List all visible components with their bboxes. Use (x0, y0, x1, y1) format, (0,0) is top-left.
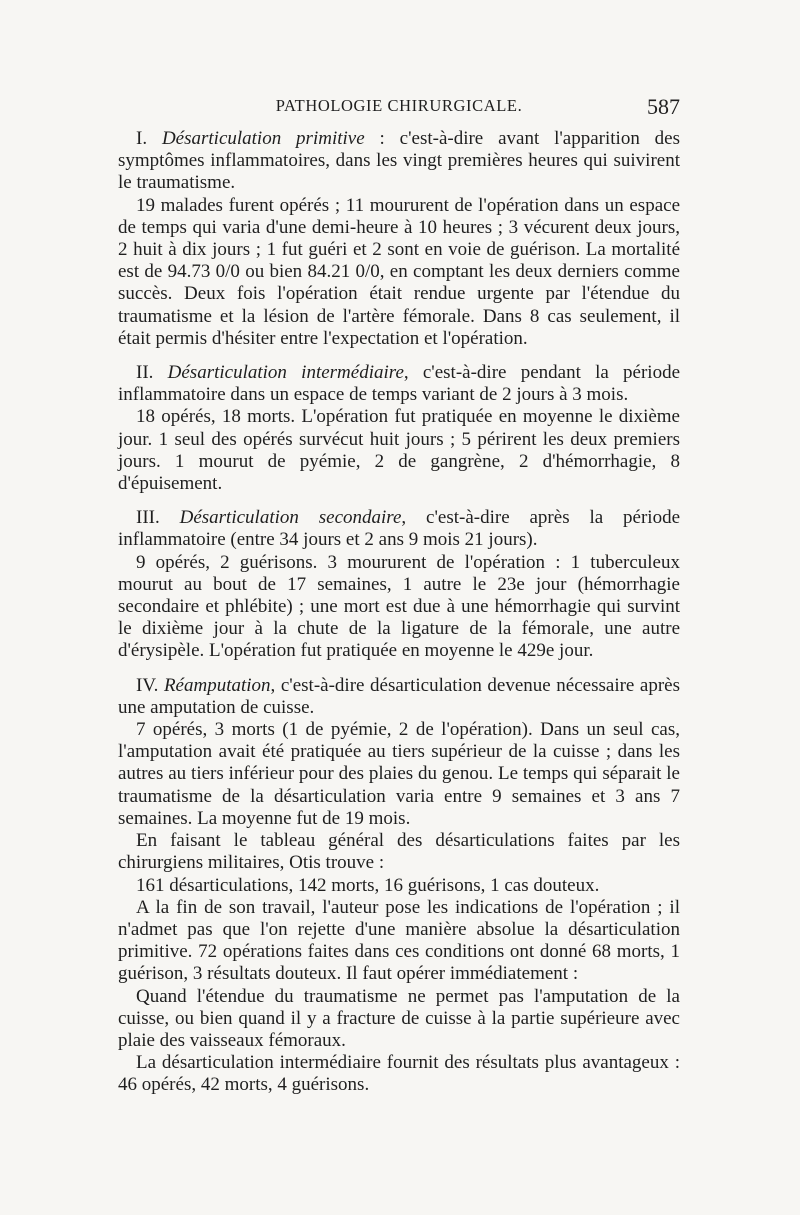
body-paragraph: La désarticulation intermédiaire fournit des résultats plus avantageux : 46 opérés, 42 morts, 4 guérisons. (118, 1052, 680, 1096)
body-text (118, 128, 680, 1097)
section-title: Désarticulation primitive (161, 128, 365, 149)
body-paragraph: 19 malades furent opérés ; 11 moururent de l'opération dans un espace de temps qui varia d'une demi-heure à 10 heures ; 3 vécurent deux jours, 2 huit à dix jours ; 1 fut guéri et 2 sont en voie de guérison. La mortalité est de 94.73 0/0 ou bien 84.21 0/0, en comptant les deux derniers comme succès. Deux fois l'opération était rendue urgente par l'étendue du traumatisme et la lésion de l'artère fémorale. Dans 8 cas seulement, il était permis d'hésiter entre l'expectation et l'opération. (118, 194, 680, 349)
body-paragraph: En faisant le tableau général des désarticulations faites par les chirurgiens militaires, Otis trouve : (118, 830, 680, 874)
section-intro: , c'est-à-dire pendant la période inflammatoire dans un espace de temps variant de 2 jours à 3 mois. (118, 362, 681, 406)
section-number: III. (136, 507, 160, 529)
section-number: I. (136, 128, 148, 149)
body-paragraph: 9 opérés, 2 guérisons. 3 moururent de l'opération : 1 tuberculeux mourut au bout de 17 semaines, 1 autre le 23e jour (hémorrhagie secondaire et phlébite) ; une mort est due à une hémorrhagie qui survint le dixième jour à la chute de la ligature de la fémorale, une autre d'érysipèle. L'opération fut pratiquée en moyenne le 429e jour. (118, 551, 680, 662)
running-title: PATHOLOGIE CHIRURGICALE. (275, 96, 523, 115)
body-paragraph: 161 désarticulations, 142 morts, 16 guérisons, 1 cas douteux. (136, 874, 600, 896)
page-number: 587 (647, 94, 680, 119)
section-number: IV. (136, 674, 159, 696)
section-heading-paragraph (118, 128, 680, 195)
section-title: Désarticulation intermédiaire (167, 362, 404, 384)
section-heading-paragraph (118, 507, 680, 551)
section-number: II. (136, 362, 154, 384)
body-paragraph: Quand l'étendue du traumatisme ne permet pas l'amputation de la cuisse, ou bien quand il y a fracture de cuisse à la partie supérieure avec plaie des vaisseaux fémoraux. (118, 985, 680, 1051)
section-heading-paragraph (118, 362, 680, 406)
body-paragraph: 18 opérés, 18 morts. L'opération fut pratiquée en moyenne le dixième jour. 1 seul des opérés survécut huit jours ; 5 périrent les deux premiers jours. 1 mourut de pyémie, 2 de gangrène, 2 d'hémorrhagie, 8 d'épuisement. (118, 406, 680, 495)
body-paragraph: 7 opérés, 3 morts (1 de pyémie, 2 de l'opération). Dans un seul cas, l'amputation avait été pratiquée au tiers supérieur de la cuisse ; dans les autres au tiers inférieur pour des plaies du genou. Le temps qui séparait le traumatisme de la désarticulation varia entre 9 semaines et 3 ans 7 semaines. La moyenne fut de 19 mois. (118, 719, 680, 829)
section-intro: , c'est-à-dire après la période inflammatoire (entre 34 jours et 2 ans 9 mois 21 jours). (118, 507, 681, 551)
body-paragraph: A la fin de son travail, l'auteur pose les indications de l'opération ; il n'admet pas que l'on rejette d'une manière absolue la désarticulation primitive. 72 opérations faites dans ces conditions ont donné 68 morts, 1 guérison, 3 résultats douteux. Il faut opérer immédiatement : (118, 896, 680, 985)
page-header (118, 96, 680, 126)
section-heading-paragraph (118, 675, 680, 719)
section-title: Réamputation (163, 674, 271, 696)
section-intro: : c'est-à-dire avant l'apparition des symptômes inflammatoires, dans les vingt premières heures qui suivirent le traumatisme. (118, 128, 681, 194)
section-intro: , c'est-à-dire désarticulation devenue nécessaire après une amputation de cuisse. (118, 674, 681, 718)
section-title: Désarticulation secondaire (179, 507, 402, 529)
